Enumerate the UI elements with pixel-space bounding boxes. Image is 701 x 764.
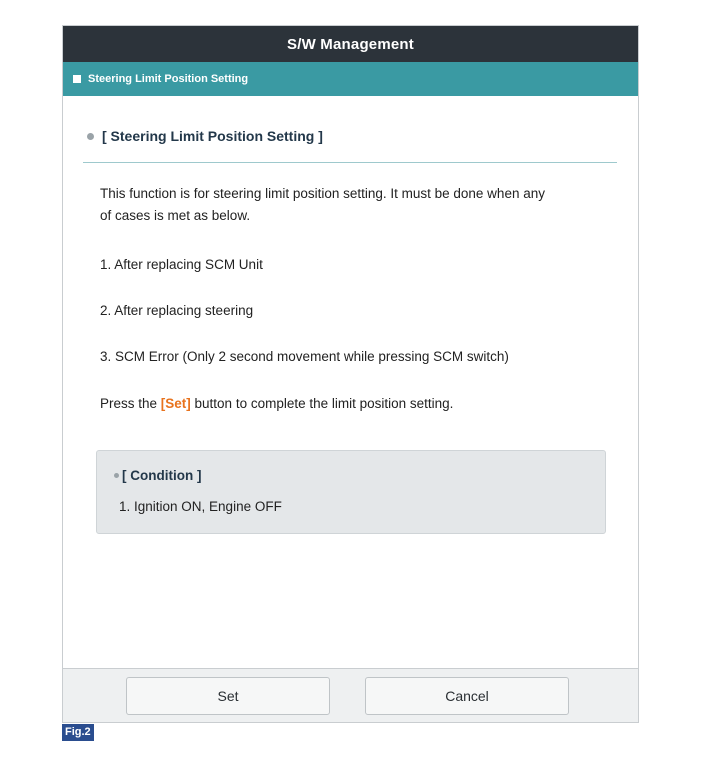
instruction-text <box>100 393 612 415</box>
subtitle-bar <box>63 62 638 96</box>
square-bullet-icon <box>73 75 81 83</box>
section-heading-text: [ Steering Limit Position Setting ] <box>102 128 323 144</box>
instruction-suffix: button to complete the limit position setting. <box>190 396 454 411</box>
intro-line-2: of cases is met as below. <box>100 208 251 223</box>
section-divider <box>83 162 617 163</box>
sw-management-dialog <box>62 25 639 723</box>
dialog-footer <box>63 668 638 722</box>
subtitle-label: Steering Limit Position Setting <box>88 73 249 85</box>
condition-heading-text: [ Condition ] <box>122 468 202 483</box>
cancel-button[interactable]: Cancel <box>365 677 569 715</box>
condition-box <box>96 450 606 534</box>
section-heading <box>87 128 617 144</box>
intro-line-1: This function is for steering limit position setting. It must be done when any <box>100 186 545 201</box>
list-item: 2. After replacing steering <box>100 303 254 318</box>
bullet-icon <box>114 473 119 478</box>
list-item: 1. After replacing SCM Unit <box>100 257 263 272</box>
list-item: 3. SCM Error (Only 2 second movement while pressing SCM switch) <box>100 349 509 364</box>
set-keyword: [Set] <box>160 396 191 411</box>
set-button[interactable]: Set <box>126 677 330 715</box>
intro-text <box>100 183 612 227</box>
bullet-icon <box>87 133 94 140</box>
dialog-title: S/W Management <box>63 26 638 62</box>
condition-heading <box>114 468 201 483</box>
condition-item: 1. Ignition ON, Engine OFF <box>119 499 282 514</box>
figure-label: Fig.2 <box>62 724 94 741</box>
instruction-prefix: Press the <box>100 396 161 411</box>
